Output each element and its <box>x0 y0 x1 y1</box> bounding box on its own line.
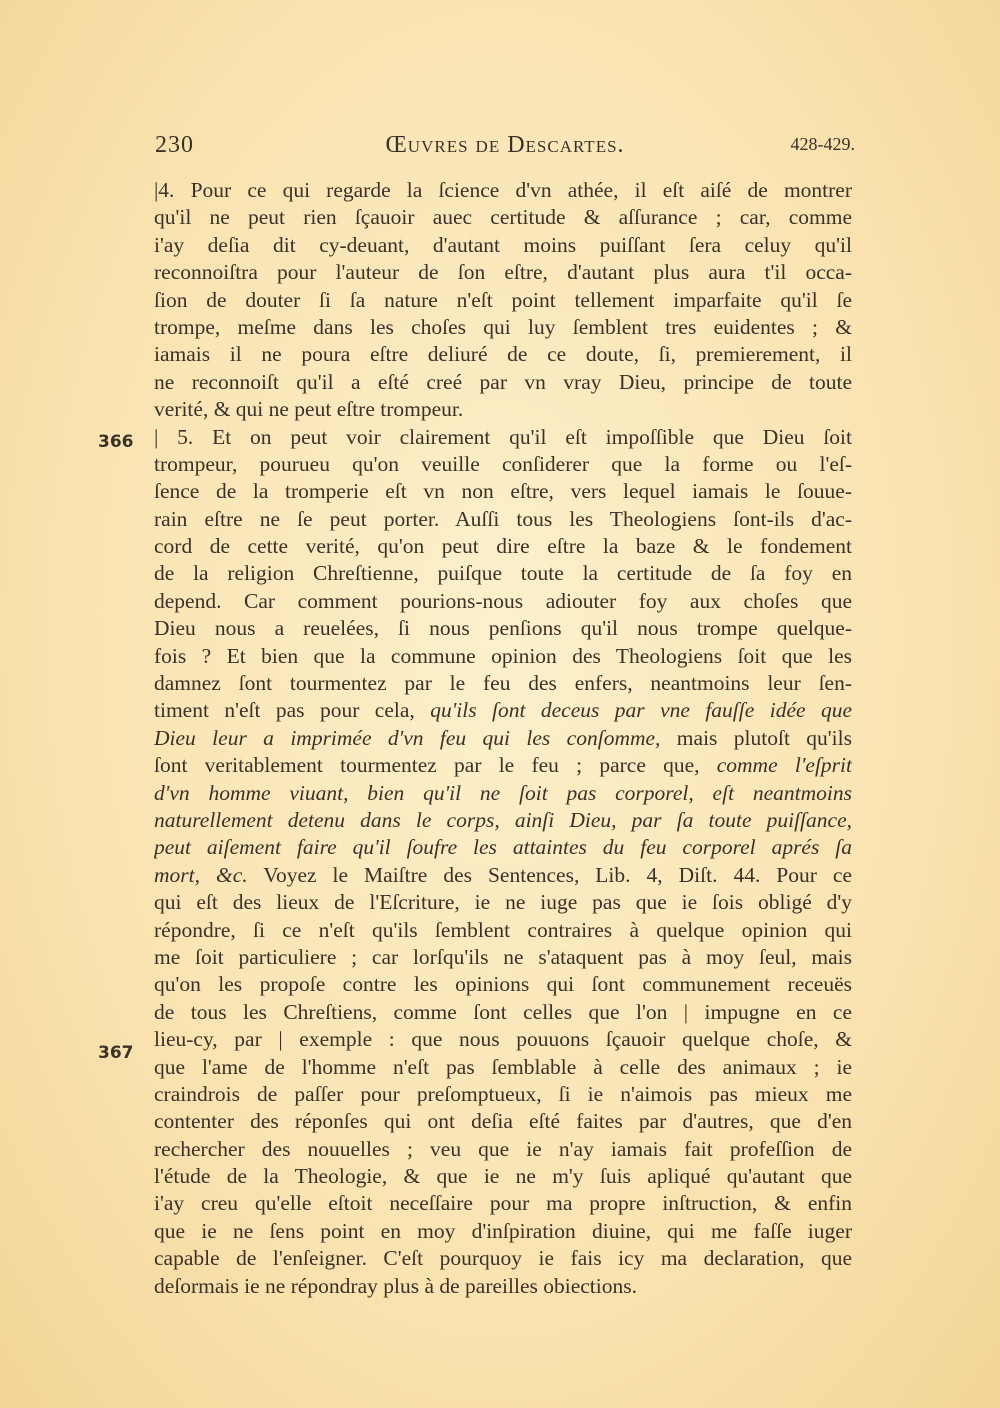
text-line <box>154 670 852 697</box>
text-run: que l'ame de l'homme n'eſt pas ſemblable à celle des animaux ; ie <box>154 1054 852 1079</box>
text-line <box>154 1273 852 1300</box>
text-line <box>154 999 852 1026</box>
text-line <box>154 1190 852 1217</box>
text-run: rechercher des nouuelles ; veu que ie n'ay iamais fait profeſſion de <box>154 1136 852 1161</box>
text-line <box>154 232 852 259</box>
text-run: rain eſtre ne ſe peut porter. Auſſi tous les Theologiens ſont-ils d'ac- <box>154 506 852 531</box>
text-run: de la religion Chreſtienne, puiſque toute la certitude de ſa foy en <box>154 561 852 586</box>
text-line <box>154 314 852 341</box>
text-run: ſence de la tromperie eſt vn non eſtre, vers lequel iamais le ſouue- <box>154 479 852 504</box>
text-run: Dieu nous a reuelées, ſi nous penſions qu'il nous trompe quelque- <box>154 616 852 641</box>
text-run: contenter des réponſes qui ont deſia eſté faites par d'autres, que d'en <box>154 1109 852 1134</box>
italic-run: comme l'eſprit <box>716 753 852 778</box>
text-line <box>154 1163 852 1190</box>
page-header <box>155 132 855 166</box>
italic-run: Dieu leur a imprimée d'vn feu qui les conſomme, <box>154 725 661 750</box>
text-line <box>154 862 852 889</box>
text-run: iamais il ne poura eſtre deliuré de ce doute, ſi, premierement, il <box>154 342 852 367</box>
text-line <box>154 1026 852 1053</box>
text-line <box>154 752 852 779</box>
text-run: mais plutoſt qu'ils <box>660 725 852 750</box>
text-line <box>154 1218 852 1245</box>
text-run: deſormais ie ne répondray plus à de pareilles obiections. <box>154 1273 637 1298</box>
italic-run: peut aiſement faire qu'il ſoufre les attaintes du feu corporel aprés ſa <box>154 835 852 860</box>
text-line <box>154 478 852 505</box>
text-run: qu'on les propoſe contre les opinions qui ſont communement receuës <box>154 972 852 997</box>
text-line <box>154 807 852 834</box>
text-line <box>154 725 852 752</box>
text-run: répondre, ſi ce n'eſt qu'ils ſemblent contraires à quelque opinion qui <box>154 917 852 942</box>
text-run: trompeur, pourueu qu'on veuille conſiderer que la forme ou l'eſ- <box>154 451 852 476</box>
italic-run: naturellement detenu dans le corps, ainſi Dieu, par ſa toute puiſſance, <box>154 807 852 832</box>
text-run: damnez ſont tourmentez par le feu des enfers, neantmoins leur ſen- <box>154 671 852 696</box>
text-line <box>154 944 852 971</box>
page-number: 230 <box>155 132 194 158</box>
text-line <box>154 1108 852 1135</box>
body-text <box>154 177 852 1300</box>
text-line <box>154 697 852 724</box>
margin-note-366: 366 <box>98 432 134 452</box>
text-line <box>154 424 852 451</box>
italic-run: qu'ils ſont deceus par vne fauſſe idée que <box>430 698 852 723</box>
text-line <box>154 506 852 533</box>
text-run: l'étude de la Theologie, & que ie ne m'y ſuis apliqué qu'autant que <box>154 1164 852 1189</box>
text-run: lieu-cy, par | exemple : que nous pouuons ſçauoir quelque choſe, & <box>154 1027 852 1052</box>
text-run: qui eſt des lieux de l'Eſcriture, ie ne iuge pas que ie ſois obligé d'y <box>154 890 852 915</box>
text-line <box>154 341 852 368</box>
text-line <box>154 1136 852 1163</box>
text-run: que ie ne ſens point en moy d'inſpiration diuine, qui me faſſe iuger <box>154 1218 852 1243</box>
text-line <box>154 533 852 560</box>
text-run: depend. Car comment pourions-nous adiouter foy aux choſes que <box>154 588 852 613</box>
text-run: craindrois de paſſer pour preſomptueux, ſi ie n'aimois pas mieux me <box>154 1081 852 1106</box>
text-run: Voyez le Maiſtre des Sentences, Lib. 4, Diſt. 44. Pour ce <box>247 862 852 887</box>
text-line <box>154 560 852 587</box>
text-line <box>154 889 852 916</box>
text-run: trompe, meſme dans les choſes qui luy ſemblent tres euidentes ; & <box>154 314 852 339</box>
text-line <box>154 369 852 396</box>
text-run: ſont veritablement tourmentez par le feu ; parce que, <box>154 753 717 778</box>
italic-run: mort, &c. <box>154 862 248 887</box>
text-line <box>154 259 852 286</box>
text-line <box>154 588 852 615</box>
text-run: qu'il ne peut rien ſçauoir auec certitude & aſſurance ; car, comme <box>154 205 852 230</box>
italic-run: d'vn homme viuant, bien qu'il ne ſoit pas corporel, eſt neantmoins <box>154 780 852 805</box>
text-line <box>154 615 852 642</box>
text-run: fois ? Et bien que la commune opinion des Theologiens ſoit que les <box>154 643 852 668</box>
text-line <box>154 287 852 314</box>
running-title: Œuvres de Descartes. <box>385 132 625 158</box>
text-line <box>154 971 852 998</box>
text-run: capable de l'enſeigner. C'eſt pourquoy ie fais icy ma declaration, que <box>154 1246 852 1271</box>
text-run: i'ay deſia dit cy-deuant, d'autant moins puiſſant ſera celuy qu'il <box>154 232 852 257</box>
text-run: i'ay creu qu'elle eſtoit neceſſaire pour ma propre inſtruction, & enfin <box>154 1191 852 1216</box>
text-run: ne reconnoiſt qu'il a eſté creé par vn vray Dieu, principe de toute <box>154 369 852 394</box>
text-run: timent n'eſt pas pour cela, <box>154 698 431 723</box>
text-run: me ſoit particuliere ; car lorſqu'ils ne s'ataquent pas à moy ſeul, mais <box>154 944 852 969</box>
text-run: reconnoiſtra pour l'auteur de ſon eſtre, d'autant plus aura t'il occa- <box>154 260 852 285</box>
text-line <box>154 1081 852 1108</box>
text-line <box>154 1245 852 1272</box>
text-run: | 5. Et on peut voir clairement qu'il eſt impoſſible que Dieu ſoit <box>154 424 852 449</box>
text-line <box>154 204 852 231</box>
text-line <box>154 643 852 670</box>
text-line <box>154 917 852 944</box>
text-run: |4. Pour ce qui regarde la ſcience d'vn athée, il eſt aiſé de montrer <box>154 178 852 202</box>
text-line <box>154 834 852 861</box>
margin-note-367: 367 <box>98 1043 134 1063</box>
text-run: de tous les Chreſtiens, comme ſont celles que l'on | impugne en ce <box>154 999 852 1024</box>
text-run: ſion de douter ſi ſa nature n'eſt point tellement imparfaite qu'il ſe <box>154 287 852 312</box>
text-run: cord de cette verité, qu'on peut dire eſtre la baze & le fondement <box>154 534 852 559</box>
text-line <box>154 451 852 478</box>
text-line <box>154 780 852 807</box>
text-run: verité, & qui ne peut eſtre trompeur. <box>154 397 464 422</box>
page-reference: 428-429. <box>790 134 855 154</box>
text-line <box>154 396 852 423</box>
text-line <box>154 1054 852 1081</box>
text-line <box>154 177 852 204</box>
